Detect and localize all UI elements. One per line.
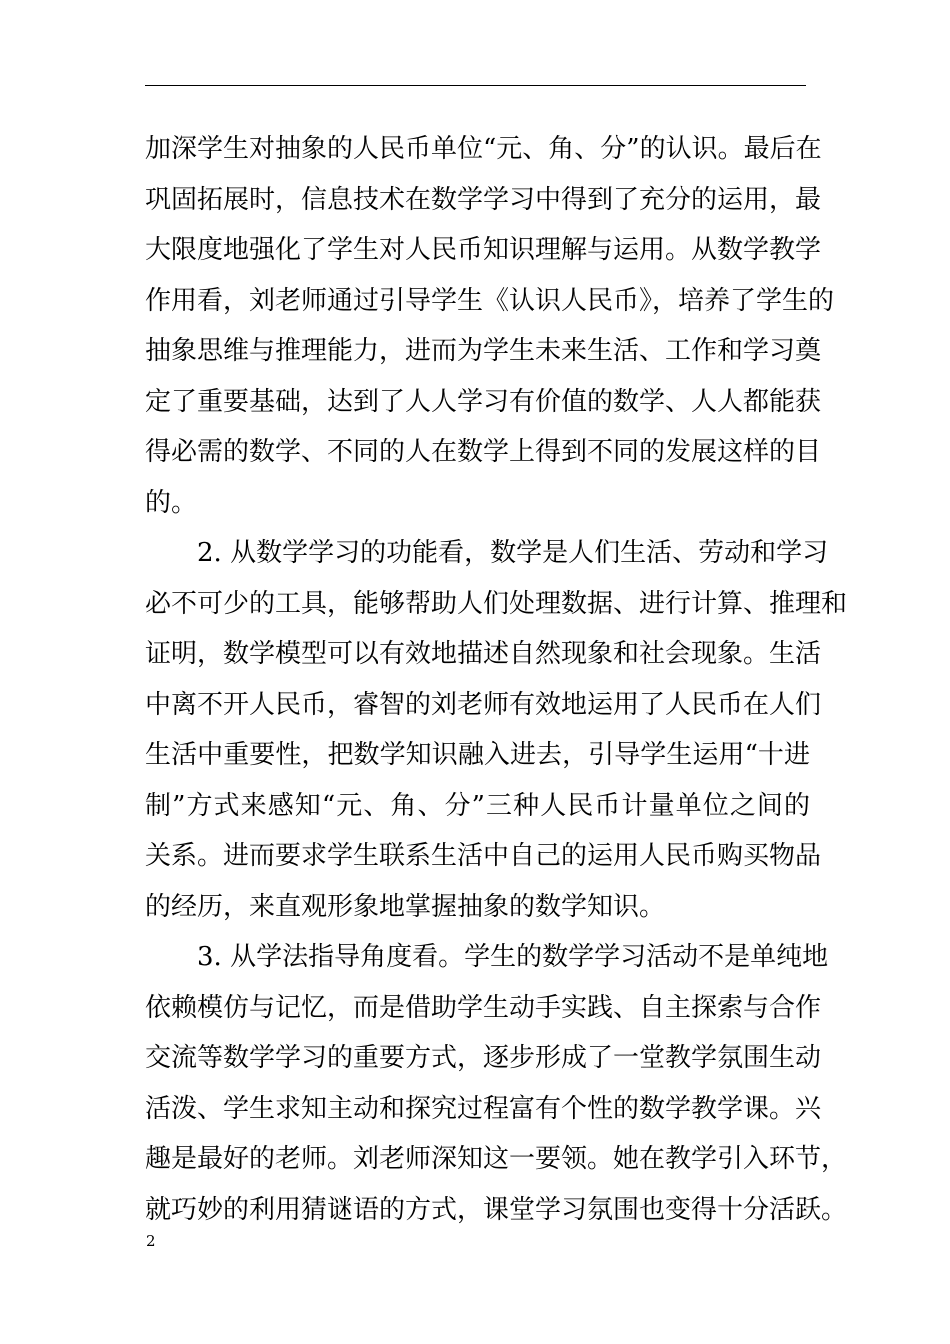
text-line: 制”方式来感知“元、角、分”三种人民币计量单位之间的	[145, 790, 810, 821]
text-line: 的经历，来直观形象地掌握抽象的数学知识。	[145, 891, 666, 922]
text-line: 活泼、学生求知主动和探究过程富有个性的数学教学课。兴	[145, 1093, 822, 1124]
page-number: 2	[146, 1232, 156, 1250]
text-line: 巩固拓展时，信息技术在数学学习中得到了充分的运用，最	[145, 184, 822, 215]
text-line: 依赖模仿与记忆，而是借助学生动手实践、自主探索与合作	[145, 992, 822, 1023]
text-line: 必不可少的工具，能够帮助人们处理数据、进行计算、推理和	[145, 588, 848, 619]
text-line: 定了重要基础，达到了人人学习有价值的数学、人人都能获	[145, 386, 822, 417]
text-line: 得必需的数学、不同的人在数学上得到不同的发展这样的目	[145, 437, 822, 467]
paragraph-heading-3: 3. 从学法指导角度看。学生的数学学习活动不是单纯地	[197, 942, 829, 972]
text-line: 生活中重要性，把数学知识融入进去，引导学生运用“十进	[145, 740, 810, 770]
text-line: 关系。进而要求学生联系生活中自己的运用人民币购买物品	[145, 841, 822, 871]
text-line: 就巧妙的利用猜谜语的方式，课堂学习氛围也变得十分活跃。	[145, 1194, 848, 1225]
header-rule	[145, 85, 806, 86]
body-text	[145, 124, 848, 1235]
text-line: 中离不开人民币，睿智的刘老师有效地运用了人民币在人们	[145, 689, 822, 720]
text-line: 作用看，刘老师通过引导学生《认识人民币》，培养了学生的	[145, 285, 835, 316]
paragraph-heading-2: 2. 从数学学习的功能看，数学是人们生活、劳动和学习	[197, 538, 829, 568]
text-line: 加深学生对抽象的人民币单位“元、角、分”的认识。最后在	[145, 134, 822, 164]
text-line: 抽象思维与推理能力，进而为学生未来生活、工作和学习奠	[145, 336, 822, 366]
text-line: 交流等数学学习的重要方式，逐步形成了一堂教学氛围生动	[145, 1043, 822, 1073]
text-line: 趣是最好的老师。刘老师深知这一要领。她在教学引入环节，	[145, 1144, 848, 1174]
text-line: 证明，数学模型可以有效地描述自然现象和社会现象。生活	[145, 639, 822, 669]
text-line: 大限度地强化了学生对人民币知识理解与运用。从数学教学	[145, 235, 822, 265]
text-line: 的。	[145, 487, 198, 518]
